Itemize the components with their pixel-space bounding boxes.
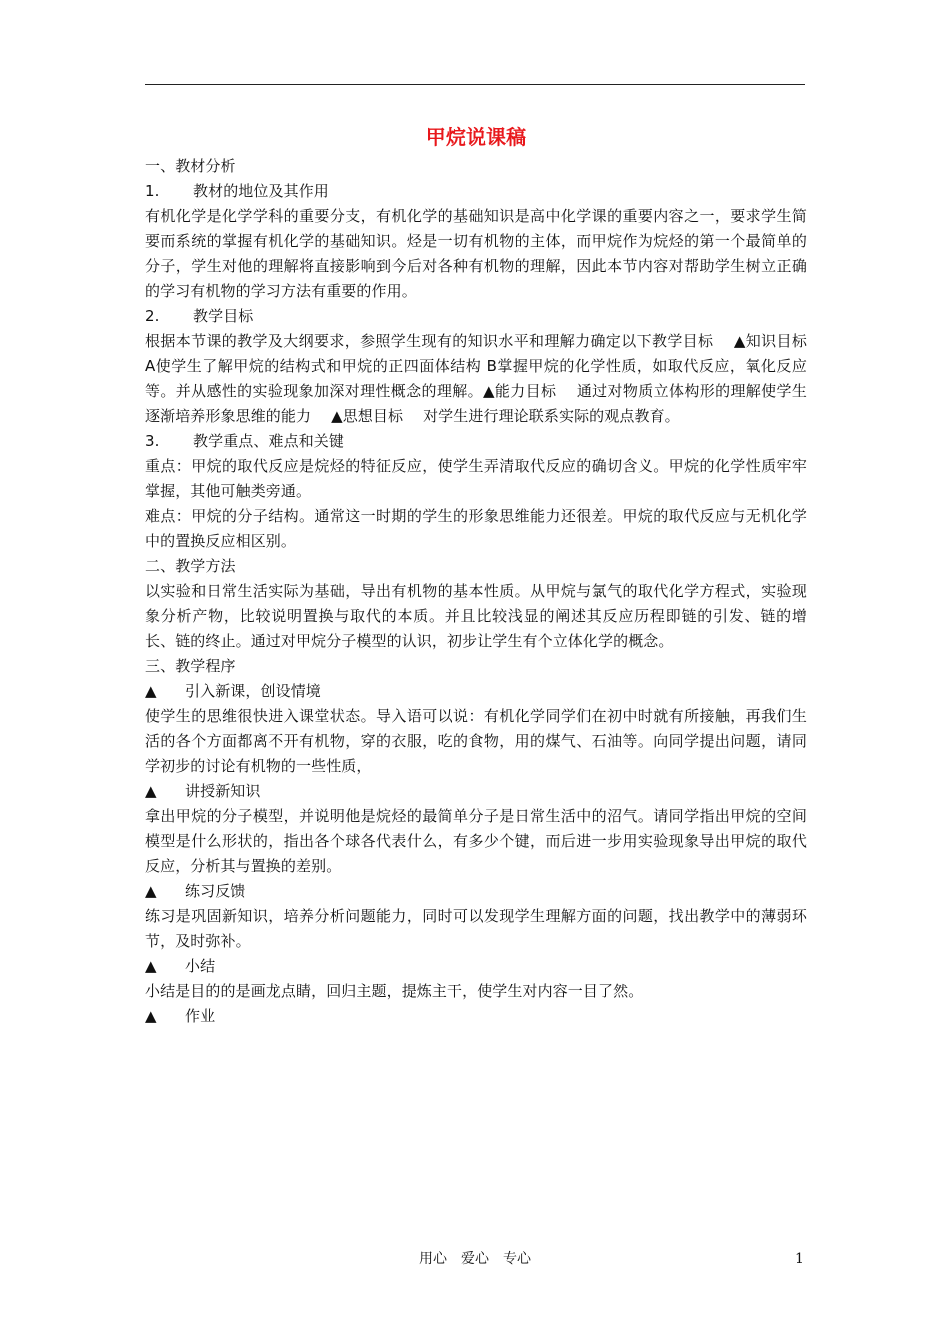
heading-number: 1.	[145, 182, 160, 200]
paragraph	[145, 704, 807, 779]
paragraph-text: 重点：甲烷的取代反应是烷烃的特征反应，使学生弄清取代反应的确切含义。甲烷的化学性质牢牢掌握，其他可触类旁通。	[145, 457, 807, 500]
section-heading	[145, 679, 807, 704]
paragraph-text: 根据本节课的教学及大纲要求，参照学生现有的知识水平和理解力确定以下教学目标 ▲知识目标 A使学生了解甲烷的结构式和甲烷的正四面体结构 B掌握甲烷的化学性质，如取代反应，氧化反应等。并从感性的实验现象加深对理性概念的理解。▲能力目标 通过对物质立体构形的理解使学生逐渐培养形象思维的能力 ▲思想目标 对学生进行理论联系实际的观点教育。	[145, 332, 827, 425]
heading-text: 教材的地位及其作用	[193, 182, 329, 200]
section-heading	[145, 304, 807, 329]
heading-text: 小结	[185, 957, 216, 975]
header-rule	[145, 84, 805, 85]
paragraph-text: 练习是巩固新知识，培养分析问题能力，同时可以发现学生理解方面的问题，找出教学中的薄弱环节，及时弥补。	[145, 907, 807, 950]
paragraph-text: 小结是目的的是画龙点睛，回归主题，提炼主干，使学生对内容一目了然。	[145, 982, 644, 1000]
heading-text: 三、教学程序	[145, 657, 236, 675]
document-title: 甲烷说课稿	[425, 125, 527, 149]
heading-text: 一、教材分析	[145, 157, 236, 175]
document-body	[145, 122, 827, 1029]
paragraph	[145, 504, 807, 554]
heading-text: 讲授新知识	[185, 782, 261, 800]
paragraph	[145, 804, 807, 879]
paragraph	[145, 579, 807, 654]
document-blocks	[145, 154, 827, 1029]
paragraph-text: 以实验和日常生活实际为基础，导出有机物的基本性质。从甲烷与氯气的取代化学方程式，实验现象分析产物，比较说明置换与取代的本质。并且比较浅显的阐述其反应历程即链的引发、链的增长、链的终止。通过对甲烷分子模型的认识，初步让学生有个立体化学的概念。	[145, 582, 807, 650]
heading-number: 3.	[145, 432, 160, 450]
section-heading	[145, 179, 807, 204]
footer-motto: 用心 爱心 专心	[419, 1251, 531, 1267]
paragraph	[145, 329, 827, 429]
paragraph	[145, 904, 807, 954]
triangle-bullet-icon: ▲	[145, 957, 157, 975]
triangle-bullet-icon: ▲	[145, 782, 157, 800]
paragraph	[145, 979, 807, 1004]
section-heading	[145, 654, 807, 679]
paragraph-text: 使学生的思维很快进入课堂状态。导入语可以说：有机化学同学们在初中时就有所接触，再我们生活的各个方面都离不开有机物，穿的衣服，吃的食物，用的煤气、石油等。向同学提出问题，请同学初步的讨论有机物的一些性质，	[145, 707, 807, 775]
heading-text: 作业	[185, 1007, 216, 1025]
section-heading	[145, 429, 807, 454]
heading-text: 练习反馈	[185, 882, 246, 900]
paragraph-text: 拿出甲烷的分子模型，并说明他是烷烃的最简单分子是日常生活中的沼气。请同学指出甲烷的空间模型是什么形状的，指出各个球各代表什么，有多少个键，而后进一步用实验现象导出甲烷的取代反应，分析其与置换的差别。	[145, 807, 807, 875]
heading-text: 引入新课，创设情境	[185, 682, 321, 700]
section-heading	[145, 954, 807, 979]
paragraph-text: 有机化学是化学学科的重要分支，有机化学的基础知识是高中化学课的重要内容之一，要求学生简要而系统的掌握有机化学的基础知识。烃是一切有机物的主体，而甲烷作为烷烃的第一个最简单的分子，学生对他的理解将直接影响到今后对各种有机物的理解，因此本节内容对帮助学生树立正确的学习有机物的学习方法有重要的作用。	[145, 207, 807, 300]
triangle-bullet-icon: ▲	[145, 882, 157, 900]
paragraph	[145, 204, 807, 304]
section-heading	[145, 1004, 807, 1029]
heading-text: 教学目标	[193, 307, 254, 325]
paragraph-text: 难点：甲烷的分子结构。通常这一时期的学生的形象思维能力还很差。甲烷的取代反应与无机化学中的置换反应相区别。	[145, 507, 807, 550]
triangle-bullet-icon: ▲	[145, 1007, 157, 1025]
page-number: 1	[795, 1251, 804, 1267]
heading-text: 二、教学方法	[145, 557, 236, 575]
section-heading	[145, 554, 807, 579]
section-heading	[145, 779, 807, 804]
paragraph	[145, 454, 807, 504]
heading-number: 2.	[145, 307, 160, 325]
heading-text: 教学重点、难点和关键	[193, 432, 345, 450]
section-heading	[145, 154, 807, 179]
section-heading	[145, 879, 807, 904]
triangle-bullet-icon: ▲	[145, 682, 157, 700]
